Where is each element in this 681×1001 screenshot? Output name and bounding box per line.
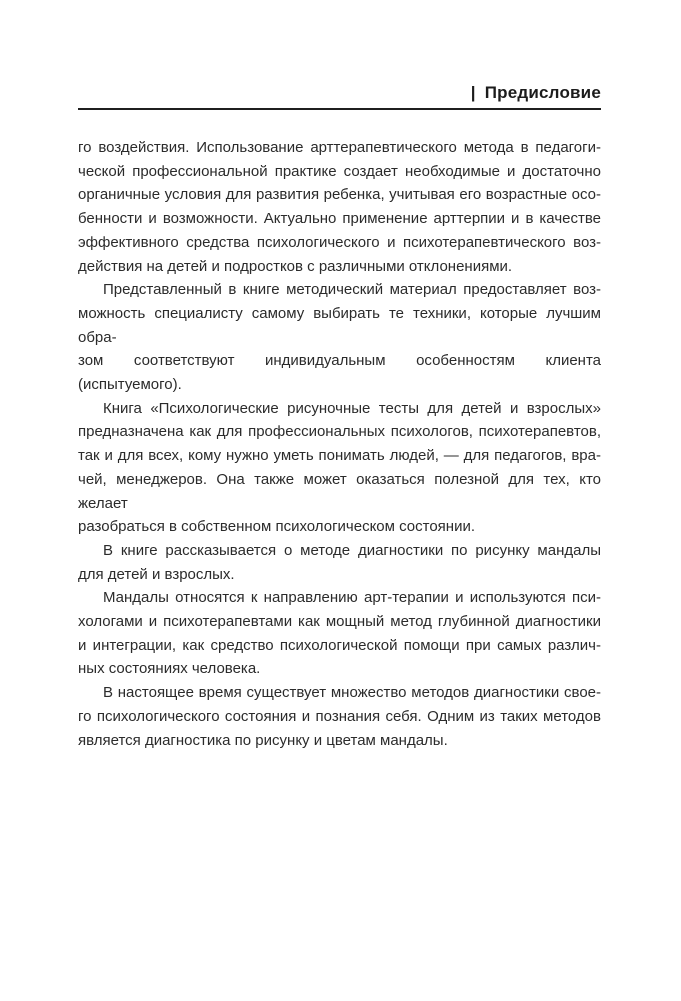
text-line: действия на детей и подростков с различными отклонениями. <box>78 257 513 275</box>
text-line: является диагностика по рисунку и цветам мандалы. <box>78 731 448 749</box>
header-separator-bar: | <box>470 83 476 102</box>
paragraph <box>78 586 601 681</box>
text-line: эффективного средства психологического и психотерапевтического воз- <box>78 233 601 251</box>
text-line: Книга «Психологические рисуночные тесты для детей и взрослых» <box>103 399 601 417</box>
text-line: го психологического состояния и познания себя. Одним из таких методов <box>78 707 601 725</box>
text-line: органичные условия для развития ребенка, учитывая его возрастные осо- <box>78 186 601 204</box>
header-title: Предисловие <box>484 83 601 102</box>
text-line: го воздействия. Использование арттерапевтического метода в педагоги- <box>78 139 601 156</box>
text-line: чей, менеджеров. Она также может оказаться полезной для тех, кто желает <box>78 470 601 512</box>
paragraph <box>78 136 601 278</box>
text-line: предназначена как для профессиональных психологов, психотерапевтов, <box>78 423 601 441</box>
paragraph <box>78 539 601 586</box>
text-line: для детей и взрослых. <box>78 565 235 583</box>
text-line: В книге рассказывается о методе диагностики по рисунку мандалы <box>103 541 601 559</box>
text-line: так и для всех, кому нужно уметь понимать людей, — для педагогов, вра- <box>78 447 601 465</box>
text-line: можность специалисту самому выбирать те техники, которые лучшим обра- <box>78 304 601 346</box>
text-line: зом соответствуют индивидуальным особенностям клиента (испытуемого). <box>78 352 601 394</box>
text-line: и интеграции, как средство психологической помощи при самых различ- <box>78 636 601 654</box>
text-line: бенности и возможности. Актуально применение арттерпии и в качестве <box>78 210 601 228</box>
text-line: ческой профессиональной практике создает необходимые и достаточно <box>78 162 601 180</box>
paragraph <box>78 681 601 752</box>
text-line: Представленный в книге методический материал предоставляет воз- <box>103 281 601 299</box>
text-line: хологами и психотерапевтами как мощный метод глубинной диагностики <box>78 613 601 631</box>
text-line: Мандалы относятся к направлению арт-терапии и используются пси- <box>103 589 601 607</box>
paragraph <box>78 278 601 397</box>
text-line: В настоящее время существует множество методов диагностики свое- <box>103 684 601 702</box>
page-header <box>78 84 601 110</box>
page-body <box>78 136 601 752</box>
text-line: разобраться в собственном психологическом состоянии. <box>78 518 476 536</box>
text-line: ных состояниях человека. <box>78 660 261 678</box>
paragraph <box>78 397 601 539</box>
